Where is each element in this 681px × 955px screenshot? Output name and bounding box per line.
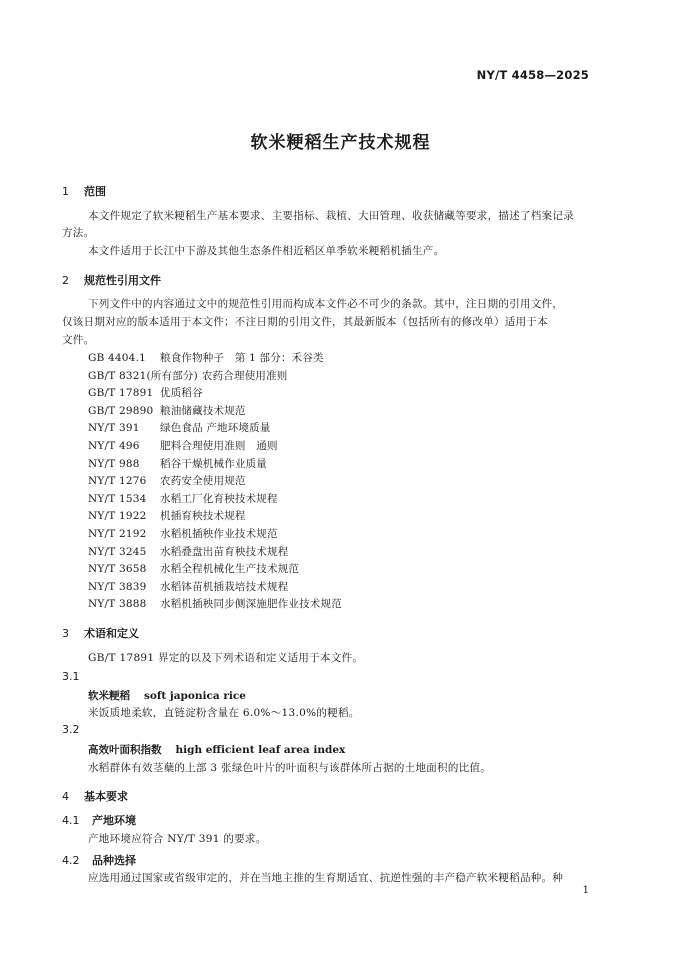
subsection-4-1-text: 产地环境应符合 NY/T 391 的要求。 — [88, 833, 267, 845]
section-title: 基本要求 — [84, 790, 128, 803]
reference-item — [88, 456, 267, 471]
reference-title: 水稻工厂化育秧技术规程 — [160, 492, 278, 505]
term-3-1 — [88, 688, 246, 703]
scope-paragraph-1-line-1: 本文件规定了软米粳稻生产基本要求、主要指标、栽植、大田管理、收获储藏等要求，描述了档案记录 — [88, 210, 574, 222]
section-title: 范围 — [84, 185, 106, 198]
term-3-2 — [88, 742, 345, 757]
scope-paragraph-1-line-2: 方法。 — [62, 227, 95, 239]
reference-code: NY/T 391 — [88, 422, 140, 435]
section-title: 规范性引用文件 — [84, 274, 161, 287]
reference-code: NY/T 1534 — [88, 492, 147, 505]
subsection-title: 产地环境 — [92, 814, 136, 827]
reference-title: 水稻全程机械化生产技术规范 — [160, 563, 300, 576]
reference-title: 机插育秧技术规程 — [160, 510, 246, 523]
scope-paragraph-2: 本文件适用于长江中下游及其他生态条件相近稻区单季软米粳稻机插生产。 — [88, 245, 445, 257]
reference-item — [88, 385, 203, 400]
section-4-heading — [62, 788, 128, 804]
subsection-number: 4.1 — [62, 814, 80, 827]
subsection-number: 4.2 — [62, 854, 80, 867]
term-chinese: 软米粳稻 — [88, 690, 130, 702]
reference-item — [88, 579, 288, 594]
reference-title: 农药合理使用准则 — [201, 369, 288, 382]
section-number: 2 — [62, 274, 69, 287]
reference-item — [88, 473, 246, 488]
section-2-heading — [62, 272, 161, 288]
reference-code: GB/T 17891 — [88, 387, 154, 400]
term-3-2-definition: 水稻群体有效茎蘖的上部 3 张绿色叶片的叶面积与该群体所占据的土地面积的比值。 — [88, 762, 492, 774]
reference-title: 水稻叠盘出苗育秧技术规程 — [160, 545, 289, 558]
term-3-1-definition: 米饭质地柔软，直链淀粉含量在 6.0%～13.0%的粳稻。 — [88, 707, 360, 719]
reference-code: NY/T 496 — [88, 440, 140, 452]
reference-item — [88, 420, 271, 435]
reference-title: 肥料合理使用准则 通则 — [160, 440, 278, 452]
section-number: 4 — [62, 790, 69, 803]
references-intro-line-3: 文件。 — [62, 334, 95, 346]
reference-code: GB 4404.1 — [88, 352, 146, 364]
references-intro-line-1: 下列文件中的内容通过文中的规范性引用而构成本文件必不可少的条款。其中，注日期的引用文件， — [88, 298, 564, 310]
reference-item — [88, 438, 278, 453]
reference-title: 农药安全使用规范 — [160, 475, 246, 488]
reference-code: NY/T 1276 — [88, 475, 147, 488]
term-3-1-number: 3.1 — [62, 670, 80, 683]
section-number: 1 — [62, 185, 69, 198]
reference-item — [88, 508, 246, 523]
section-title: 术语和定义 — [84, 627, 139, 640]
section-3-heading — [62, 625, 139, 641]
reference-item — [88, 544, 288, 559]
term-english: high efficient leaf area index — [175, 744, 346, 756]
term-chinese: 高效叶面积指数 — [88, 744, 162, 756]
reference-item — [88, 368, 288, 383]
reference-title: 优质稻谷 — [160, 387, 203, 400]
reference-code: NY/T 988 — [88, 457, 140, 470]
reference-title: 粮食作物种子 第 1 部分：禾谷类 — [160, 352, 324, 364]
reference-code: NY/T 3658 — [88, 563, 147, 576]
reference-title: 水稻机插秧作业技术规范 — [160, 528, 278, 540]
page-number: 1 — [582, 885, 589, 896]
reference-item — [88, 596, 342, 611]
subsection-title: 品种选择 — [92, 854, 136, 867]
subsection-4-2-heading — [62, 852, 136, 868]
references-intro-line-2: 仅该日期对应的版本适用于本文件；不注日期的引用文件，其最新版本（包括所有的修改单）适用于本 — [62, 316, 548, 328]
reference-title: 粮油储藏技术规范 — [160, 404, 246, 417]
reference-code: NY/T 1922 — [88, 510, 147, 523]
reference-title: 水稻机插秧同步侧深施肥作业技术规范 — [160, 598, 342, 611]
subsection-4-2-text: 应选用通过国家或省级审定的，并在当地主推的生育期适宜、抗逆性强的丰产稳产软米粳稻品种。种 — [88, 872, 564, 884]
section-number: 3 — [62, 627, 69, 640]
reference-code: NY/T 3888 — [88, 598, 147, 611]
document-title: 软米粳稻生产技术规程 — [250, 133, 431, 153]
reference-code: NY/T 2192 — [88, 528, 147, 540]
term-3-2-number: 3.2 — [62, 723, 80, 736]
reference-code: GB/T 29890 — [88, 404, 154, 417]
reference-code: GB/T 8321(所有部分) — [88, 369, 198, 382]
reference-item — [88, 526, 278, 541]
reference-title: 稻谷干燥机械作业质量 — [160, 457, 267, 470]
term-english: soft japonica rice — [144, 690, 246, 702]
subsection-4-1-heading — [62, 812, 136, 828]
terms-intro: GB/T 17891 界定的以及下列术语和定义适用于本文件。 — [88, 652, 364, 664]
reference-item — [88, 350, 324, 365]
reference-item — [88, 491, 278, 506]
reference-code: NY/T 3245 — [88, 545, 147, 558]
section-1-heading — [62, 183, 106, 199]
reference-item — [88, 561, 299, 576]
reference-code: NY/T 3839 — [88, 580, 147, 593]
reference-title: 水稻钵苗机插栽培技术规程 — [160, 580, 289, 593]
standard-code: NY/T 4458—2025 — [476, 68, 589, 82]
reference-title: 绿色食品 产地环境质量 — [160, 422, 271, 435]
reference-item — [88, 403, 246, 418]
